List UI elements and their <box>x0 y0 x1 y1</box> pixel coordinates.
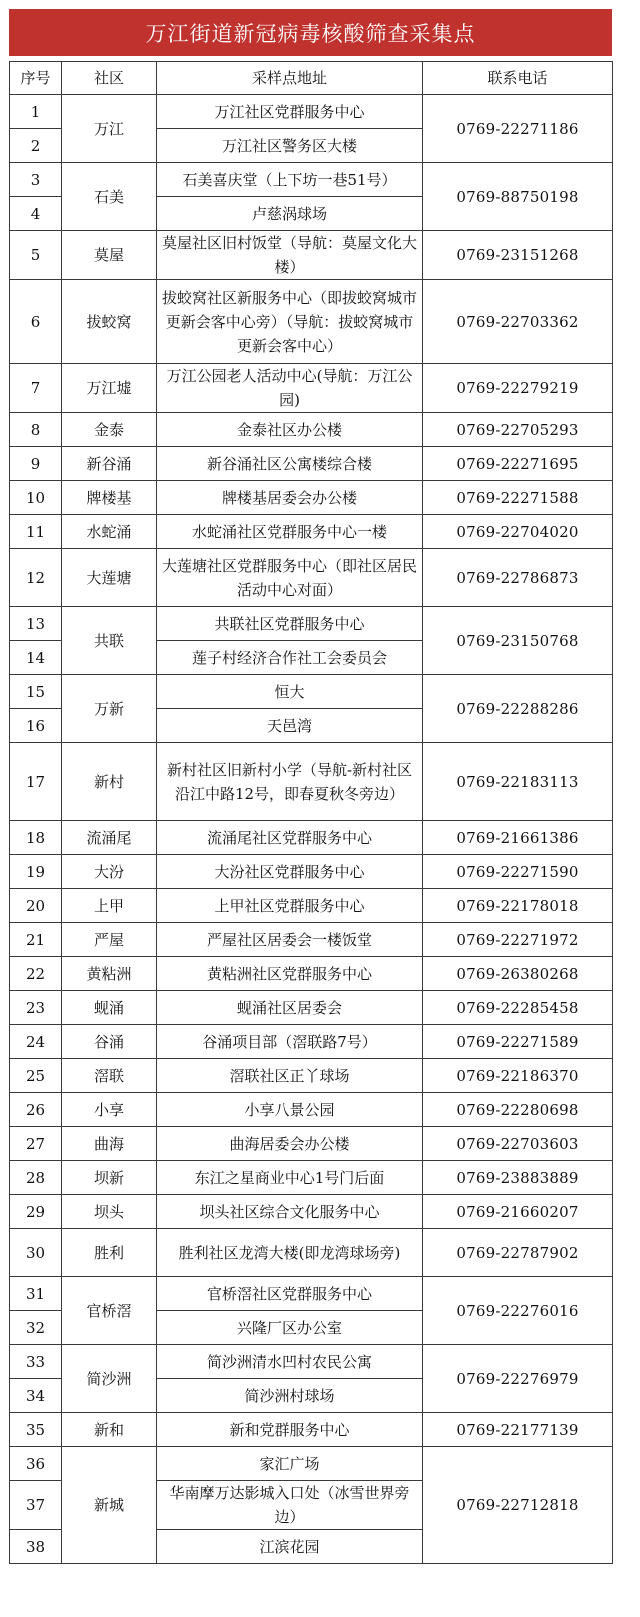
row-number: 8 <box>10 413 62 447</box>
row-number: 16 <box>10 709 62 743</box>
address-cell: 简沙洲村球场 <box>157 1379 423 1413</box>
community-cell: 水蛇涌 <box>62 515 157 549</box>
table-row <box>10 364 613 413</box>
address-cell: 小享八景公园 <box>157 1093 423 1127</box>
table-row <box>10 1447 613 1481</box>
community-cell: 拔蛟窝 <box>62 280 157 364</box>
table-row <box>10 1127 613 1161</box>
phone-cell: 0769-26380268 <box>423 957 613 991</box>
address-cell: 水蛇涌社区党群服务中心一楼 <box>157 515 423 549</box>
phone-cell: 0769-22703603 <box>423 1127 613 1161</box>
community-cell: 曲海 <box>62 1127 157 1161</box>
row-number: 38 <box>10 1530 62 1564</box>
address-cell: 大莲塘社区党群服务中心（即社区居民活动中心对面） <box>157 549 423 607</box>
table-row <box>10 280 613 364</box>
address-cell: 新谷涌社区公寓楼综合楼 <box>157 447 423 481</box>
address-cell: 谷涌项目部（滘联路7号） <box>157 1025 423 1059</box>
community-cell: 新城 <box>62 1447 157 1564</box>
row-number: 7 <box>10 364 62 413</box>
table-row <box>10 515 613 549</box>
row-number: 17 <box>10 743 62 821</box>
row-number: 13 <box>10 607 62 641</box>
address-cell: 华南摩万达影城入口处（冰雪世界旁边） <box>157 1481 423 1530</box>
row-number: 22 <box>10 957 62 991</box>
address-cell: 曲海居委会办公楼 <box>157 1127 423 1161</box>
table-row <box>10 743 613 821</box>
phone-cell: 0769-22178018 <box>423 889 613 923</box>
phone-cell: 0769-88750198 <box>423 163 613 231</box>
address-cell: 天邑湾 <box>157 709 423 743</box>
address-cell: 共联社区党群服务中心 <box>157 607 423 641</box>
header-community: 社区 <box>62 62 157 95</box>
phone-cell: 0769-22271589 <box>423 1025 613 1059</box>
table-row <box>10 821 613 855</box>
address-cell: 上甲社区党群服务中心 <box>157 889 423 923</box>
community-cell: 黄粘洲 <box>62 957 157 991</box>
row-number: 5 <box>10 231 62 280</box>
row-number: 3 <box>10 163 62 197</box>
community-cell: 官桥滘 <box>62 1277 157 1345</box>
table-row <box>10 675 613 709</box>
address-cell: 牌楼基居委会办公楼 <box>157 481 423 515</box>
row-number: 26 <box>10 1093 62 1127</box>
table-row <box>10 447 613 481</box>
address-cell: 恒大 <box>157 675 423 709</box>
address-cell: 黄粘洲社区党群服务中心 <box>157 957 423 991</box>
row-number: 31 <box>10 1277 62 1311</box>
table-row <box>10 923 613 957</box>
address-cell: 金泰社区办公楼 <box>157 413 423 447</box>
community-cell: 坝新 <box>62 1161 157 1195</box>
table-row <box>10 889 613 923</box>
address-cell: 万江公园老人活动中心(导航：万江公园) <box>157 364 423 413</box>
row-number: 33 <box>10 1345 62 1379</box>
row-number: 25 <box>10 1059 62 1093</box>
row-number: 28 <box>10 1161 62 1195</box>
phone-cell: 0769-22703362 <box>423 280 613 364</box>
phone-cell: 0769-22271972 <box>423 923 613 957</box>
address-cell: 家汇广场 <box>157 1447 423 1481</box>
address-cell: 万江社区党群服务中心 <box>157 95 423 129</box>
sampling-sites-table <box>9 61 613 1564</box>
community-cell: 万新 <box>62 675 157 743</box>
row-number: 11 <box>10 515 62 549</box>
address-cell: 东江之星商业中心1号门后面 <box>157 1161 423 1195</box>
header-address: 采样点地址 <box>157 62 423 95</box>
community-cell: 莫屋 <box>62 231 157 280</box>
phone-cell: 0769-22276016 <box>423 1277 613 1345</box>
phone-cell: 0769-22712818 <box>423 1447 613 1564</box>
table-body <box>10 95 613 1564</box>
community-cell: 滘联 <box>62 1059 157 1093</box>
row-number: 10 <box>10 481 62 515</box>
table-header-row <box>10 62 613 95</box>
address-cell: 万江社区警务区大楼 <box>157 129 423 163</box>
address-cell: 兴隆厂区办公室 <box>157 1311 423 1345</box>
row-number: 15 <box>10 675 62 709</box>
table-row <box>10 1025 613 1059</box>
row-number: 20 <box>10 889 62 923</box>
address-cell: 新和党群服务中心 <box>157 1413 423 1447</box>
address-cell: 莫屋社区旧村饭堂（导航：莫屋文化大楼） <box>157 231 423 280</box>
row-number: 30 <box>10 1229 62 1277</box>
address-cell: 严屋社区居委会一楼饭堂 <box>157 923 423 957</box>
community-cell: 万江墟 <box>62 364 157 413</box>
phone-cell: 0769-23883889 <box>423 1161 613 1195</box>
table-row <box>10 1161 613 1195</box>
address-cell: 滘联社区正丫球场 <box>157 1059 423 1093</box>
phone-cell: 0769-22787902 <box>423 1229 613 1277</box>
phone-cell: 0769-21661386 <box>423 821 613 855</box>
phone-cell: 0769-22183113 <box>423 743 613 821</box>
community-cell: 石美 <box>62 163 157 231</box>
row-number: 27 <box>10 1127 62 1161</box>
community-cell: 胜利 <box>62 1229 157 1277</box>
community-cell: 新谷涌 <box>62 447 157 481</box>
row-number: 12 <box>10 549 62 607</box>
phone-cell: 0769-22276979 <box>423 1345 613 1413</box>
address-cell: 蚬涌社区居委会 <box>157 991 423 1025</box>
row-number: 14 <box>10 641 62 675</box>
address-cell: 石美喜庆堂（上下坊一巷51号） <box>157 163 423 197</box>
community-cell: 新村 <box>62 743 157 821</box>
address-cell: 卢慈涡球场 <box>157 197 423 231</box>
row-number: 19 <box>10 855 62 889</box>
row-number: 29 <box>10 1195 62 1229</box>
community-cell: 共联 <box>62 607 157 675</box>
address-cell: 江滨花园 <box>157 1530 423 1564</box>
table-row <box>10 1277 613 1311</box>
community-cell: 大莲塘 <box>62 549 157 607</box>
phone-cell: 0769-22280698 <box>423 1093 613 1127</box>
table-row <box>10 481 613 515</box>
address-cell: 流涌尾社区党群服务中心 <box>157 821 423 855</box>
phone-cell: 0769-22271590 <box>423 855 613 889</box>
address-cell: 胜利社区龙湾大楼(即龙湾球场旁) <box>157 1229 423 1277</box>
phone-cell: 0769-22271186 <box>423 95 613 163</box>
community-cell: 牌楼基 <box>62 481 157 515</box>
table-row <box>10 1059 613 1093</box>
phone-cell: 0769-21660207 <box>423 1195 613 1229</box>
phone-cell: 0769-22285458 <box>423 991 613 1025</box>
row-number: 35 <box>10 1413 62 1447</box>
address-cell: 大汾社区党群服务中心 <box>157 855 423 889</box>
phone-cell: 0769-23150768 <box>423 607 613 675</box>
community-cell: 坝头 <box>62 1195 157 1229</box>
table-row <box>10 855 613 889</box>
phone-cell: 0769-22786873 <box>423 549 613 607</box>
table-row <box>10 163 613 197</box>
phone-cell: 0769-22704020 <box>423 515 613 549</box>
table-row <box>10 607 613 641</box>
address-cell: 拔蛟窝社区新服务中心（即拔蛟窝城市更新会客中心旁）（导航：拔蛟窝城市更新会客中心） <box>157 280 423 364</box>
row-number: 6 <box>10 280 62 364</box>
community-cell: 小享 <box>62 1093 157 1127</box>
address-cell: 简沙洲清水凹村农民公寓 <box>157 1345 423 1379</box>
community-cell: 金泰 <box>62 413 157 447</box>
row-number: 18 <box>10 821 62 855</box>
phone-cell: 0769-22279219 <box>423 364 613 413</box>
phone-cell: 0769-22271695 <box>423 447 613 481</box>
table-row <box>10 549 613 607</box>
phone-cell: 0769-22177139 <box>423 1413 613 1447</box>
row-number: 4 <box>10 197 62 231</box>
address-cell: 新村社区旧新村小学（导航-新村社区沿江中路12号，即春夏秋冬旁边） <box>157 743 423 821</box>
table-row <box>10 1093 613 1127</box>
table-row <box>10 1413 613 1447</box>
address-cell: 坝头社区综合文化服务中心 <box>157 1195 423 1229</box>
community-cell: 简沙洲 <box>62 1345 157 1413</box>
page-title: 万江街道新冠病毒核酸筛查采集点 <box>9 9 612 56</box>
table-row <box>10 231 613 280</box>
table-row <box>10 95 613 129</box>
row-number: 21 <box>10 923 62 957</box>
table-row <box>10 957 613 991</box>
community-cell: 蚬涌 <box>62 991 157 1025</box>
phone-cell: 0769-23151268 <box>423 231 613 280</box>
row-number: 32 <box>10 1311 62 1345</box>
community-cell: 上甲 <box>62 889 157 923</box>
row-number: 36 <box>10 1447 62 1481</box>
header-no: 序号 <box>10 62 62 95</box>
table-row <box>10 1345 613 1379</box>
table-row <box>10 1229 613 1277</box>
address-cell: 官桥滘社区党群服务中心 <box>157 1277 423 1311</box>
community-cell: 新和 <box>62 1413 157 1447</box>
phone-cell: 0769-22271588 <box>423 481 613 515</box>
row-number: 37 <box>10 1481 62 1530</box>
row-number: 23 <box>10 991 62 1025</box>
row-number: 34 <box>10 1379 62 1413</box>
phone-cell: 0769-22288286 <box>423 675 613 743</box>
community-cell: 大汾 <box>62 855 157 889</box>
phone-cell: 0769-22705293 <box>423 413 613 447</box>
community-cell: 谷涌 <box>62 1025 157 1059</box>
phone-cell: 0769-22186370 <box>423 1059 613 1093</box>
row-number: 2 <box>10 129 62 163</box>
row-number: 24 <box>10 1025 62 1059</box>
community-cell: 流涌尾 <box>62 821 157 855</box>
row-number: 1 <box>10 95 62 129</box>
table-row <box>10 413 613 447</box>
table-row <box>10 1195 613 1229</box>
row-number: 9 <box>10 447 62 481</box>
address-cell: 莲子村经济合作社工会委员会 <box>157 641 423 675</box>
community-cell: 严屋 <box>62 923 157 957</box>
community-cell: 万江 <box>62 95 157 163</box>
table-row <box>10 991 613 1025</box>
header-phone: 联系电话 <box>423 62 613 95</box>
